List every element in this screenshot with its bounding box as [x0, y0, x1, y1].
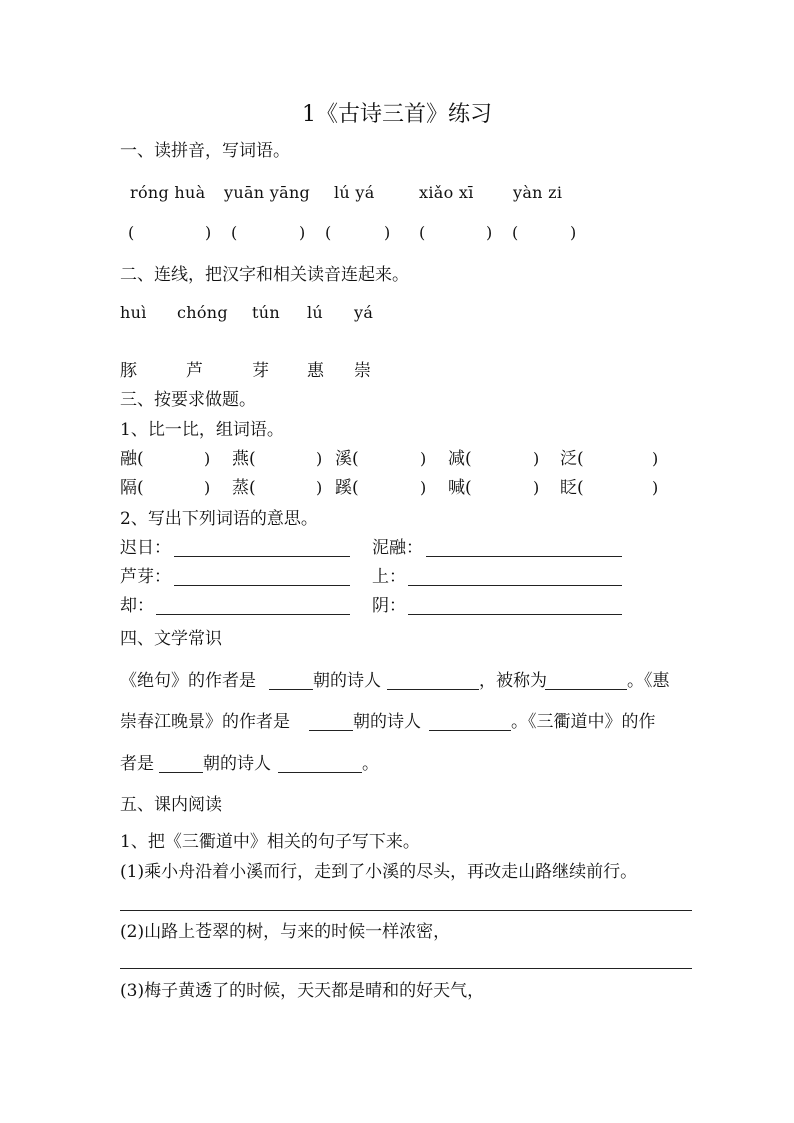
compare-item: 眨( — [560, 478, 584, 498]
answer-blank[interactable] — [408, 585, 622, 586]
text-segment: 朝的诗人 — [203, 754, 271, 774]
answer-line[interactable] — [120, 968, 692, 969]
text-segment: 者是 — [120, 754, 154, 774]
match-pinyin: yá — [354, 303, 374, 322]
term-label: 泥融： — [372, 538, 423, 558]
question-meaning: 2、写出下列词语的意思。 — [120, 509, 318, 529]
text-segment: 崇春江晚景》的作者是 — [120, 712, 290, 732]
compare-item: 燕( — [232, 449, 256, 469]
pinyin-4: xiǎo xī — [419, 183, 474, 202]
text-segment: 朝的诗人 — [313, 671, 381, 691]
section-3-heading: 三、按要求做题。 — [120, 390, 256, 410]
compare-close: ) — [204, 478, 211, 497]
answer-paren-open: ( — [419, 223, 426, 242]
sentence-1: (1)乘小舟沿着小溪而行，走到了小溪的尽头，再改走山路继续前行。 — [120, 862, 638, 882]
term-label: 上： — [372, 567, 406, 587]
answer-paren-open: ( — [231, 223, 238, 242]
compare-close: ) — [652, 478, 659, 497]
answer-blank[interactable] — [545, 689, 627, 690]
answer-paren-open: ( — [512, 223, 519, 242]
answer-blank[interactable] — [309, 730, 353, 731]
text-segment: 。 — [362, 754, 379, 774]
pinyin-2: yuān yāng — [224, 183, 311, 202]
compare-close: ) — [316, 449, 323, 468]
term-label: 芦芽： — [120, 567, 171, 587]
answer-line[interactable] — [120, 910, 692, 911]
match-char: 崇 — [354, 361, 371, 381]
answer-blank[interactable] — [426, 556, 622, 557]
answer-blank[interactable] — [156, 614, 350, 615]
compare-item: 融( — [120, 449, 144, 469]
compare-close: ) — [420, 449, 427, 468]
match-char: 芦 — [186, 361, 203, 381]
answer-paren-open: ( — [128, 223, 135, 242]
pinyin-1: róng huà — [130, 183, 206, 202]
term-label: 迟日： — [120, 538, 171, 558]
compare-item: 喊( — [448, 478, 472, 498]
answer-paren-close: ) — [384, 223, 391, 242]
term-label: 阴： — [372, 596, 406, 616]
match-char: 豚 — [120, 361, 137, 381]
compare-item: 泛( — [560, 449, 584, 469]
answer-blank[interactable] — [174, 556, 350, 557]
answer-blank[interactable] — [174, 585, 350, 586]
match-char: 惠 — [307, 361, 324, 381]
text-segment: 。《三衢道中》的作 — [511, 712, 656, 732]
sentence-3: (3)梅子黄透了的时候，天天都是晴和的好天气， — [120, 981, 485, 1001]
compare-close: ) — [533, 449, 540, 468]
compare-item: 蒸( — [232, 478, 256, 498]
answer-paren-close: ) — [486, 223, 493, 242]
pinyin-5: yàn zi — [513, 183, 563, 202]
match-pinyin: chóng — [177, 303, 228, 322]
answer-blank[interactable] — [278, 772, 362, 773]
answer-paren-close: ) — [570, 223, 577, 242]
term-label: 却： — [120, 596, 154, 616]
compare-close: ) — [316, 478, 323, 497]
compare-item: 蹊( — [335, 478, 359, 498]
match-pinyin: tún — [252, 303, 280, 322]
compare-close: ) — [420, 478, 427, 497]
compare-close: ) — [204, 449, 211, 468]
sentence-2: (2)山路上苍翠的树，与来的时候一样浓密， — [120, 922, 451, 942]
answer-blank[interactable] — [159, 772, 203, 773]
text-segment: 。《惠 — [627, 671, 670, 691]
match-pinyin: lú — [307, 303, 324, 322]
question-rewrite: 1、把《三衢道中》相关的句子写下来。 — [120, 832, 420, 852]
answer-blank[interactable] — [269, 689, 313, 690]
answer-blank[interactable] — [408, 614, 622, 615]
answer-paren-open: ( — [325, 223, 332, 242]
compare-item: 隔( — [120, 478, 144, 498]
answer-blank[interactable] — [387, 689, 479, 690]
compare-item: 溪( — [335, 449, 359, 469]
section-1-heading: 一、读拼音，写词语。 — [120, 141, 290, 161]
text-segment: ，被称为 — [479, 671, 547, 691]
answer-blank[interactable] — [429, 730, 511, 731]
section-2-heading: 二、连线，把汉字和相关读音连起来。 — [120, 265, 409, 285]
page-title: 1《古诗三首》练习 — [302, 102, 492, 127]
text-segment: 朝的诗人 — [353, 712, 421, 732]
match-pinyin: huì — [120, 303, 147, 322]
answer-paren-close: ) — [205, 223, 212, 242]
compare-close: ) — [533, 478, 540, 497]
match-char: 芽 — [252, 361, 269, 381]
compare-close: ) — [652, 449, 659, 468]
answer-paren-close: ) — [299, 223, 306, 242]
section-4-heading: 四、文学常识 — [120, 629, 222, 649]
text-segment: 《绝句》的作者是 — [120, 671, 256, 691]
compare-item: 减( — [448, 449, 472, 469]
question-compare: 1、比一比，组词语。 — [120, 420, 284, 440]
section-5-heading: 五、课内阅读 — [120, 795, 222, 815]
pinyin-3: lú yá — [334, 183, 375, 202]
